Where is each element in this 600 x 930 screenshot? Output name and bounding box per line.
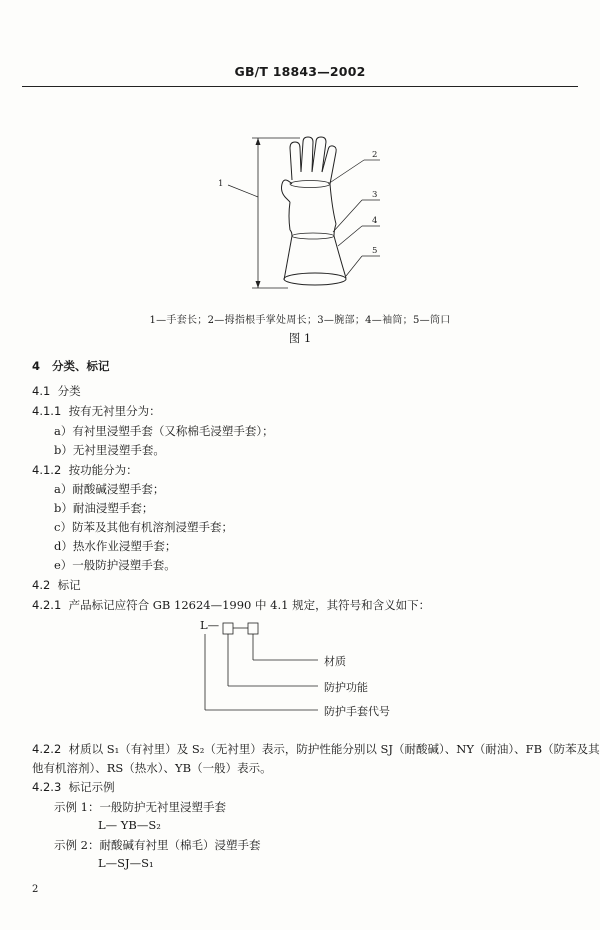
section-4-2-2 (32, 741, 600, 757)
section-4-1 (32, 383, 81, 399)
section-4-1-2-number: 4.1.2 (32, 463, 62, 477)
example-2-code: L—SJ—S₁ (98, 856, 154, 870)
example-1-code: L— YB—S₂ (98, 818, 161, 832)
figure-legend: 1—手套长；2—拇指根手掌处周长；3—腕部；4—袖筒；5—筒口 (149, 315, 451, 326)
section-4-1-1 (32, 403, 161, 419)
glove-figure (200, 128, 400, 306)
marking-label-material: 材质 (324, 655, 346, 668)
section-4-2-title: 标记 (57, 578, 81, 592)
marking-label-function: 防护功能 (324, 681, 368, 694)
section-4-1-2 (32, 462, 138, 478)
section-4-2-3 (32, 779, 115, 795)
list-item: b）耐油浸塑手套； (54, 501, 154, 515)
callout-3: 3 (372, 190, 378, 200)
list-item: a）耐酸碱浸塑手套； (54, 482, 165, 496)
list-item: d）热水作业浸塑手套； (54, 539, 177, 553)
section-4-2 (32, 577, 81, 593)
section-4-number: 4 (32, 359, 41, 373)
marking-prefix: L— (200, 618, 220, 632)
list-item: a）有衬里浸塑手套（又称棉毛浸塑手套）； (54, 424, 274, 438)
list-item: c）防苯及其他有机溶剂浸塑手套； (54, 520, 233, 534)
section-4-title: 分类、标记 (52, 359, 110, 373)
section-4-2-1-text: 产品标记应符合 GB 12624—1990 中 4.1 规定，其符号和含义如下： (68, 598, 431, 612)
page-number: 2 (32, 884, 39, 895)
marking-label-glove-code: 防护手套代号 (324, 705, 390, 718)
callout-1: 1 (218, 179, 224, 189)
glove-diagram (200, 128, 400, 306)
section-4-2-1-number: 4.2.1 (32, 598, 62, 612)
section-4-2-2-number: 4.2.2 (32, 742, 62, 756)
section-4-2-3-title: 标记示例 (68, 780, 115, 794)
callout-5: 5 (372, 246, 378, 256)
section-4-1-title: 分类 (57, 384, 81, 398)
glove-outline (282, 137, 347, 285)
section-4-1-2-title: 按功能分为： (68, 463, 138, 477)
marking-structure-lines (200, 620, 320, 720)
marking-diagram (200, 618, 390, 724)
figure-title: 图 1 (288, 331, 312, 345)
section-4-2-1 (32, 597, 430, 613)
section-4-1-number: 4.1 (32, 384, 51, 398)
callout-2: 2 (372, 150, 378, 160)
section-4-2-2-line2: 他有机溶剂）、RS（热水）、YB（一般）表示。 (32, 761, 272, 775)
section-4-2-number: 4.2 (32, 578, 51, 592)
example-2-label: 示例 2：耐酸碱有衬里（棉毛）浸塑手套 (54, 838, 261, 852)
section-4-heading (32, 358, 110, 374)
section-4-1-1-number: 4.1.1 (32, 404, 62, 418)
standard-number-header: GB/T 18843—2002 (234, 64, 366, 79)
list-item: e）一般防护浸塑手套。 (54, 558, 176, 572)
list-item: b）无衬里浸塑手套。 (54, 443, 165, 457)
section-4-2-3-number: 4.2.3 (32, 780, 62, 794)
example-1-label: 示例 1：一般防护无衬里浸塑手套 (54, 800, 226, 814)
section-4-1-1-title: 按有无衬里分为： (68, 404, 161, 418)
header-rule (22, 86, 578, 87)
section-4-2-2-line1: 材质以 S₁（有衬里）及 S₂（无衬里）表示，防护性能分别以 SJ（耐酸碱）、NY（耐油）、FB（防苯及其 (68, 742, 600, 756)
callout-4: 4 (372, 216, 378, 226)
